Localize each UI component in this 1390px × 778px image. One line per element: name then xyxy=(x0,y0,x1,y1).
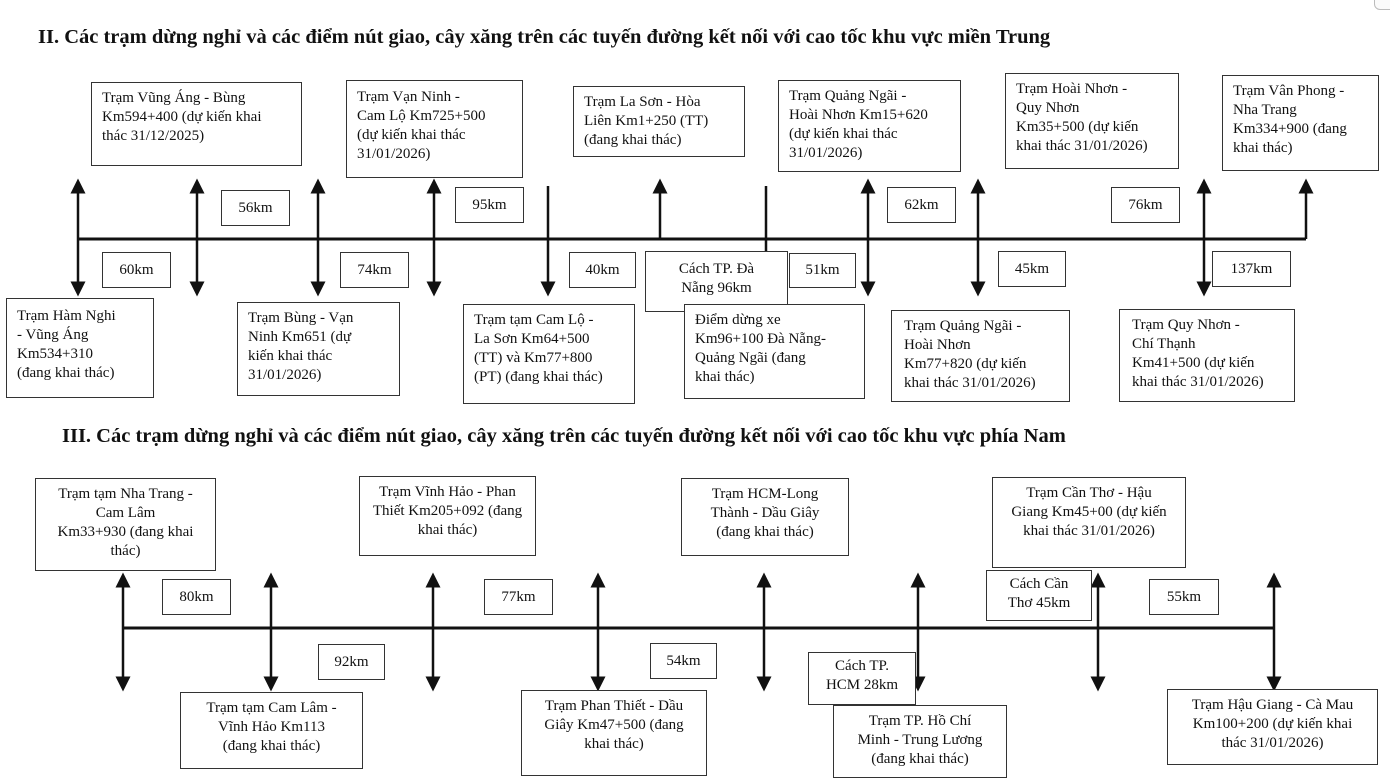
distance-label: 92km xyxy=(318,644,385,680)
section-title-south: III. Các trạm dừng nghỉ và các điểm nút giao, cây xăng trên các tuyến đường kết nối với cao tốc khu vực phía Nam xyxy=(62,425,1066,447)
station-box: Trạm tạm Cam Lộ - La Sơn Km64+500 (TT) và Km77+800 (PT) (đang khai thác) xyxy=(463,304,635,404)
station-box: Trạm Quy Nhơn - Chí Thạnh Km41+500 (dự kiến khai thác 31/01/2026) xyxy=(1119,309,1295,402)
station-box: Trạm Cần Thơ - Hậu Giang Km45+00 (dự kiến khai thác 31/01/2026) xyxy=(992,477,1186,568)
section-title-central: II. Các trạm dừng nghỉ và các điểm nút giao, cây xăng trên các tuyến đường kết nối với cao tốc khu vực miền Trung xyxy=(38,26,1051,48)
distance-label: 55km xyxy=(1149,579,1219,615)
station-box: Trạm Vũng Áng - Bùng Km594+400 (dự kiến khai thác 31/12/2025) xyxy=(91,82,302,166)
distance-label: 80km xyxy=(162,579,231,615)
distance-label: 54km xyxy=(650,643,717,679)
distance-label: 51km xyxy=(789,253,856,288)
distance-note-box: Cách Cần Thơ 45km xyxy=(986,570,1092,621)
distance-note-box: Cách TP. HCM 28km xyxy=(808,652,916,705)
distance-label: 95km xyxy=(455,187,524,223)
distance-label: 62km xyxy=(887,187,956,223)
distance-label: 77km xyxy=(484,579,553,615)
station-box: Trạm Vĩnh Hảo - Phan Thiết Km205+092 (đang khai thác) xyxy=(359,476,536,556)
station-box: Trạm Quảng Ngãi - Hoài Nhơn Km15+620 (dự kiến khai thác 31/01/2026) xyxy=(778,80,961,172)
station-box: Trạm TP. Hồ Chí Minh - Trung Lương (đang khai thác) xyxy=(833,705,1007,778)
station-box: Trạm tạm Cam Lâm - Vĩnh Hảo Km113 (đang khai thác) xyxy=(180,692,363,769)
distance-label: 74km xyxy=(340,252,409,288)
station-box: Trạm Hậu Giang - Cà Mau Km100+200 (dự kiến khai thác 31/01/2026) xyxy=(1167,689,1378,765)
distance-label: 137km xyxy=(1212,251,1291,287)
station-box: Trạm HCM-Long Thành - Dầu Giây (đang khai thác) xyxy=(681,478,849,556)
station-box: Trạm Vạn Ninh - Cam Lộ Km725+500 (dự kiến khai thác 31/01/2026) xyxy=(346,80,523,178)
distance-label: 45km xyxy=(998,251,1066,287)
distance-note-box: Cách TP. Đà Nẵng 96km xyxy=(645,251,788,312)
station-box: Trạm Hàm Nghi - Vũng Áng Km534+310 (đang khai thác) xyxy=(6,298,154,398)
station-box: Trạm tạm Nha Trang - Cam Lâm Km33+930 (đang khai thác) xyxy=(35,478,216,571)
station-box: Trạm La Sơn - Hòa Liên Km1+250 (TT) (đang khai thác) xyxy=(573,86,745,157)
distance-label: 76km xyxy=(1111,187,1180,223)
station-box: Trạm Phan Thiết - Dầu Giây Km47+500 (đang khai thác) xyxy=(521,690,707,776)
distance-label: 40km xyxy=(569,252,636,288)
station-box: Điểm dừng xe Km96+100 Đà Nẵng- Quảng Ngãi (đang khai thác) xyxy=(684,304,865,399)
station-box: Trạm Bùng - Vạn Ninh Km651 (dự kiến khai thác 31/01/2026) xyxy=(237,302,400,396)
station-box: Trạm Quảng Ngãi - Hoài Nhơn Km77+820 (dự kiến khai thác 31/01/2026) xyxy=(891,310,1070,402)
station-box: Trạm Vân Phong - Nha Trang Km334+900 (đang khai thác) xyxy=(1222,75,1379,171)
distance-label: 56km xyxy=(221,190,290,226)
station-box: Trạm Hoài Nhơn - Quy Nhơn Km35+500 (dự kiến khai thác 31/01/2026) xyxy=(1005,73,1179,169)
distance-label: 60km xyxy=(102,252,171,288)
